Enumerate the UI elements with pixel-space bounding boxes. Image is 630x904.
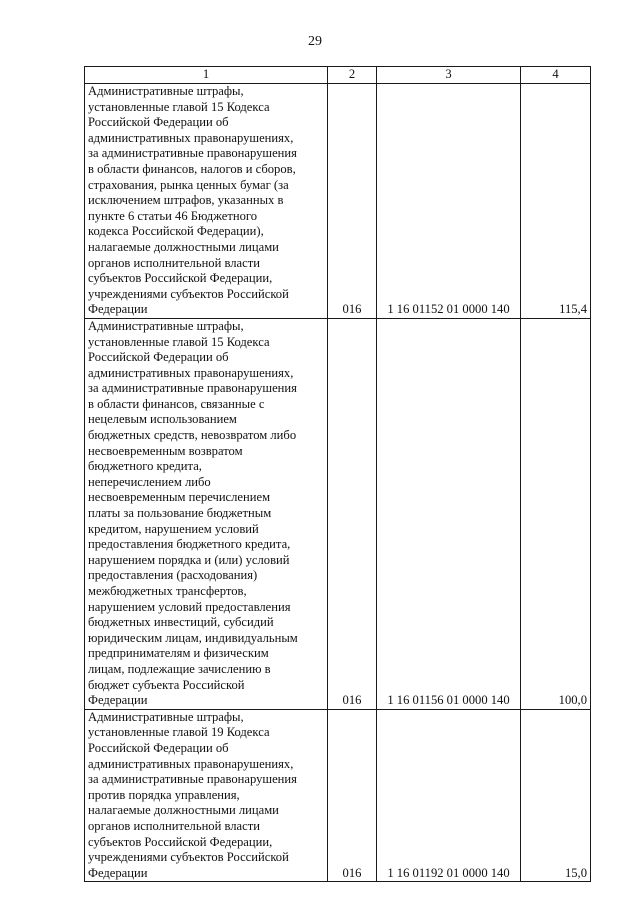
- description-line: предоставления бюджетного кредита,: [88, 537, 291, 552]
- description-line: административных правонарушениях,: [88, 756, 294, 771]
- description-line: бюджет субъекта Российской: [88, 677, 245, 692]
- description-line: Российской Федерации об: [88, 350, 229, 365]
- description-line: органов исполнительной власти: [88, 255, 260, 270]
- description-line: предоставления (расходования): [88, 568, 258, 583]
- budget-classification-code: 1 16 01192 01 0000 140: [377, 709, 521, 882]
- table-row: [85, 318, 591, 709]
- administrator-code: 016: [328, 318, 377, 709]
- row-description: [85, 709, 328, 882]
- column-header-4: 4: [521, 67, 591, 84]
- description-line: за административные правонарушения: [88, 146, 297, 161]
- description-line: бюджетных средств, невозвратом либо: [88, 428, 297, 443]
- description-line: субъектов Российской Федерации,: [88, 834, 273, 849]
- revenue-table: [84, 66, 591, 882]
- description-line: установленные главой 15 Кодекса: [88, 99, 270, 114]
- description-line: органов исполнительной власти: [88, 818, 260, 833]
- description-line: исключением штрафов, указанных в: [88, 193, 284, 208]
- description-line: нарушением условий предоставления: [88, 599, 291, 614]
- row-description: [85, 84, 328, 319]
- description-line: пункте 6 статьи 46 Бюджетного: [88, 208, 258, 223]
- description-line: Административные штрафы,: [88, 84, 244, 98]
- description-line: Федерации: [88, 693, 148, 708]
- description-line: юридическим лицам, индивидуальным: [88, 630, 298, 645]
- description-line: бюджетных инвестиций, субсидий: [88, 615, 274, 630]
- description-line: нецелевым использованием: [88, 412, 237, 427]
- description-line: несвоевременным возвратом: [88, 443, 243, 458]
- column-header-1: 1: [85, 67, 328, 84]
- description-line: предпринимателям и физическим: [88, 646, 269, 661]
- description-line: несвоевременным перечислением: [88, 490, 271, 505]
- description-line: установленные главой 19 Кодекса: [88, 725, 270, 740]
- description-line: административных правонарушениях,: [88, 365, 294, 380]
- amount-value: 15,0: [521, 709, 591, 882]
- budget-classification-code: 1 16 01152 01 0000 140: [377, 84, 521, 319]
- description-line: субъектов Российской Федерации,: [88, 271, 273, 286]
- description-line: Административные штрафы,: [88, 709, 244, 724]
- description-line: межбюджетных трансфертов,: [88, 584, 247, 598]
- description-line: неперечислением либо: [88, 474, 211, 489]
- description-line: Федерации: [88, 302, 148, 317]
- column-header-3: 3: [377, 67, 521, 84]
- amount-value: 100,0: [521, 318, 591, 709]
- description-line: за административные правонарушения: [88, 772, 297, 787]
- description-line: кодекса Российской Федерации),: [88, 224, 264, 239]
- description-line: Российской Федерации об: [88, 115, 229, 130]
- description-line: Административные штрафы,: [88, 318, 244, 333]
- table-row: [85, 709, 591, 882]
- description-line: Федерации: [88, 865, 148, 880]
- amount-value: 115,4: [521, 84, 591, 319]
- description-line: учреждениями субъектов Российской: [88, 850, 289, 865]
- administrator-code: 016: [328, 84, 377, 319]
- description-line: кредитом, нарушением условий: [88, 521, 259, 536]
- description-line: против порядка управления,: [88, 787, 240, 802]
- description-line: Российской Федерации об: [88, 740, 229, 755]
- description-line: налагаемые должностными лицами: [88, 803, 279, 818]
- column-header-2: 2: [328, 67, 377, 84]
- description-line: платы за пользование бюджетным: [88, 506, 272, 521]
- description-line: страхования, рынка ценных бумаг (за: [88, 177, 289, 192]
- page-number: 29: [308, 34, 322, 49]
- table-row: [85, 84, 591, 319]
- description-line: в области финансов, связанные с: [88, 396, 265, 411]
- description-line: за административные правонарушения: [88, 381, 297, 396]
- description-line: бюджетного кредита,: [88, 459, 202, 474]
- description-line: нарушением порядка и (или) условий: [88, 552, 290, 567]
- administrator-code: 016: [328, 709, 377, 882]
- description-line: учреждениями субъектов Российской: [88, 286, 289, 301]
- table-header-row: [85, 67, 591, 84]
- budget-classification-code: 1 16 01156 01 0000 140: [377, 318, 521, 709]
- description-line: административных правонарушениях,: [88, 130, 294, 145]
- description-line: налагаемые должностными лицами: [88, 239, 279, 254]
- row-description: [85, 318, 328, 709]
- description-line: лицам, подлежащие зачислению в: [88, 661, 271, 676]
- description-line: установленные главой 15 Кодекса: [88, 334, 270, 349]
- description-line: в области финансов, налогов и сборов,: [88, 161, 296, 176]
